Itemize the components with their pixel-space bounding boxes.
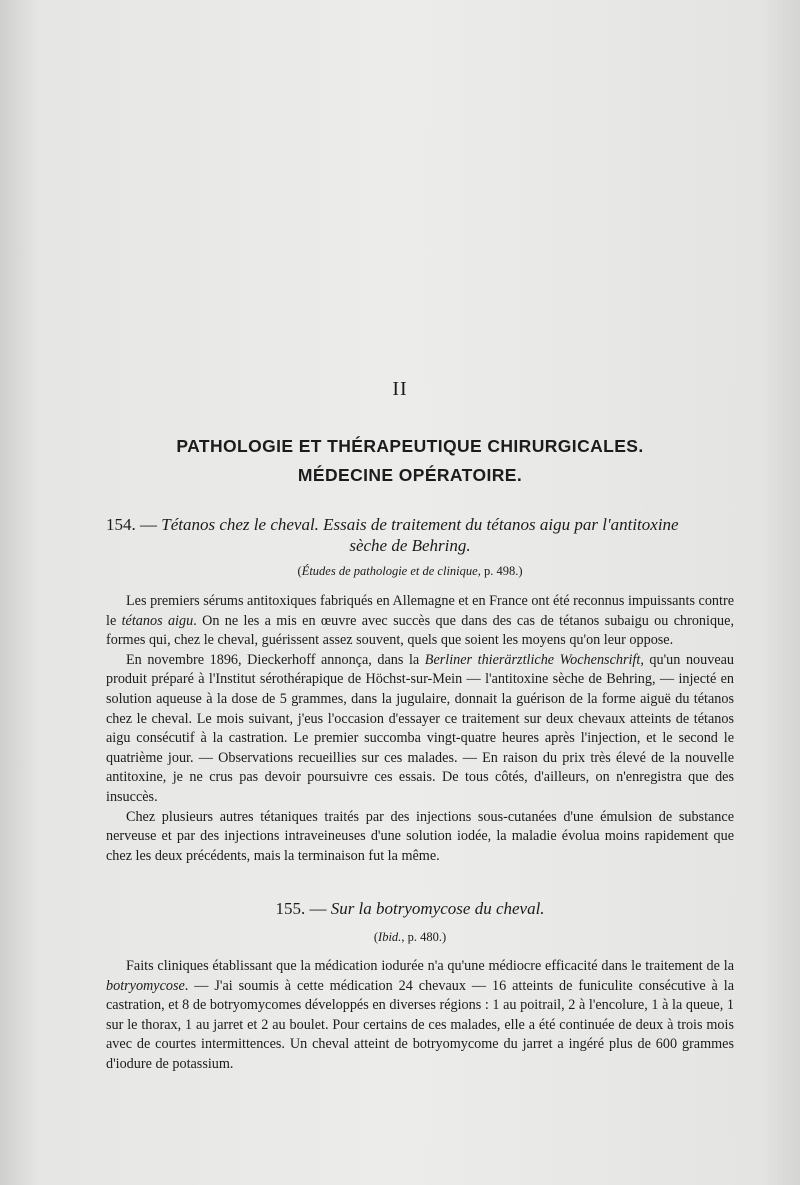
section-heading-line1: PATHOLOGIE ET THÉRAPEUTIQUE CHIRURGICALES. [176, 436, 644, 456]
entry-155-title [100, 898, 720, 920]
part-number: II [392, 378, 408, 400]
entry-title-text-cont: sèche de Behring. [349, 536, 471, 555]
paragraph: Faits cliniques établissant que la médication iodurée n'a qu'une médiocre efficacité dans le traitement de la botryomycose. — J'ai soumis à cette médication 24 chevaux — 16 atteints de funiculite consécutive à la castration, et 8 de botryomycomes développés en diverses régions : 1 au poitrail, 2 à l'encolure, 1 à la queue, 1 sur le thorax, 1 au jarret et 2 au boulet. Pour certains de ces malades, elle a été continuée de deux à trois mois avec de courtes intermittences. Un cheval atteint de botryomycome du jarret a ingéré plus de 600 grammes d'iodure de potassium. [106, 958, 734, 1072]
source-open: ( [297, 564, 302, 578]
source-title: Ibid. [378, 930, 402, 944]
entry-title-text: Tétanos chez le cheval. Essais de traitement du tétanos aigu par l'antitoxine [161, 515, 679, 534]
paragraph: Chez plusieurs autres tétaniques traités par des injections sous-cutanées d'une émulsion de substance nerveuse et par des injections intraveineuses d'une solution iodée, la maladie évolua moins rapidement que chez les deux précédents, mais la terminaison fut la même. [106, 808, 734, 864]
entry-number: 155. — [275, 899, 327, 918]
source-page: , p. 498.) [477, 564, 523, 578]
entry-title-text: Sur la botryomycose du cheval. [330, 899, 545, 918]
source-page: , p. 480.) [401, 930, 447, 944]
source-open: ( [373, 930, 379, 944]
entry-154-title-cont [100, 535, 720, 557]
paragraph: En novembre 1896, Dieckerhoff annonça, dans la Berliner thierärztliche Wochenschrift, qu'un nouveau produit préparé à l'Institut sérothérapique de Höchst-sur-Mein — l'antitoxine sèche de Behring, — injecté en solution aqueuse à la dose de 5 grammes, dans la jugulaire, donnait la guérison de la forme aiguë du tétanos chez le cheval. Le mois suivant, j'eus l'occasion d'essayer ce traitement sur deux chevaux atteints de tétanos aigu consécutif à la castration. Le premier succomba vingt-quatre heures après l'injection, et le second le quatrième jour. — Observations recueillies sur ces malades. — En raison du prix très élevé de la nouvelle antitoxine, je ne crus pas devoir poursuivre ces essais. De tous côtés, d'ailleurs, on n'enregistra que des insuccès. [106, 651, 735, 805]
paragraph: Les premiers sérums antitoxiques fabriqués en Allemagne et en France ont été reconnus impuissants contre le tétanos aigu. On ne les a mis en œuvre avec succès que dans des cas de tétanos subaigu ou chronique, formes qui, chez le cheval, guérissent assez souvent, quels que soient les moyens qu'on leur oppose. [106, 593, 734, 649]
entry-155-source [100, 930, 720, 945]
source-title: Études de pathologie et de clinique [301, 564, 478, 578]
entry-number: 154. — [106, 515, 157, 534]
section-heading-line2: MÉDECINE OPÉRATOIRE. [297, 465, 523, 485]
entry-154-source [100, 564, 720, 579]
entry-155-body [106, 957, 734, 1075]
entry-154-title [106, 514, 766, 536]
entry-154-body [106, 592, 734, 866]
